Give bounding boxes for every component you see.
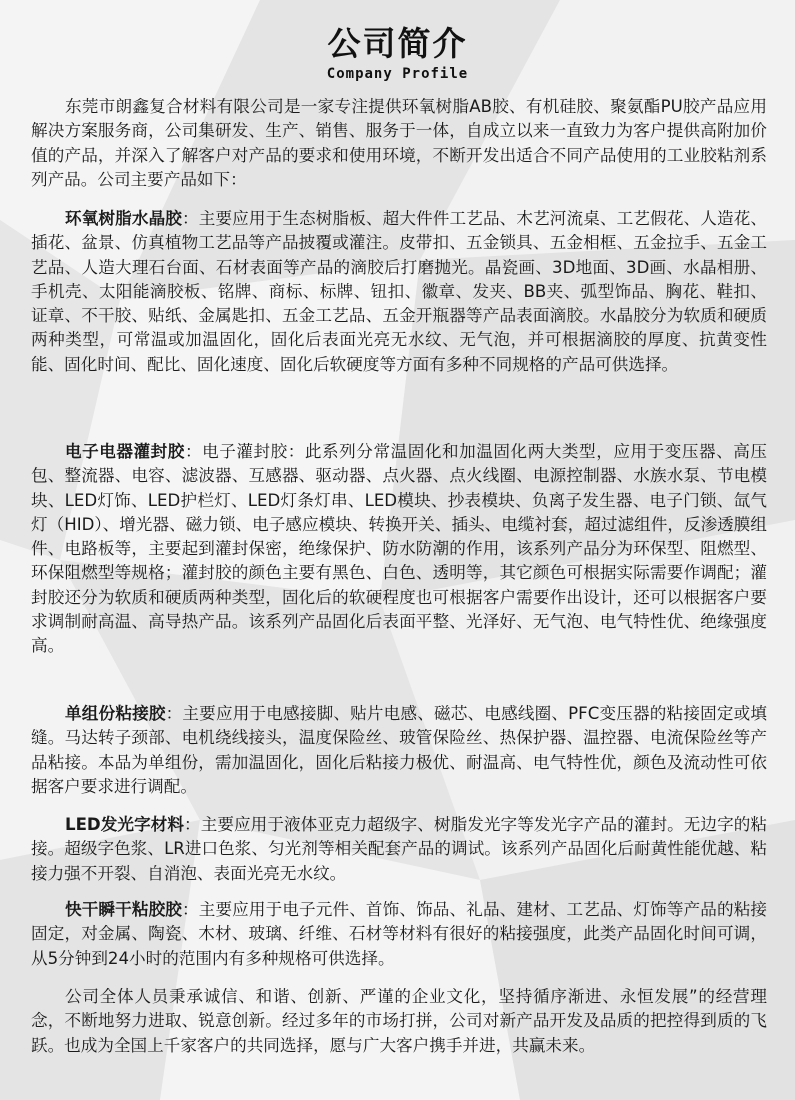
product-desc: ：电子灌封胶：此系列分常温固化和加温固化两大类型，应用于变压器、高压包、整流器、电容、滤波器、互感器、驱动器、点火器、点火线圈、电源控制器、水族水泵、节电模块、LED灯饰、LED护栏灯、LED灯条灯串、LED模块、抄表模块、负离子发生器、电子门锁、氙气灯（HID）、增光器、磁力锁、电子感应模块、转换开关、插头、电缆衬套，超过滤组件，反渗透膜组件、电路板等，主要起到灌封保密，绝缘保护、防水防潮的作用，该系列产品分为环保型、阻燃型、环保阻燃型等规格；灌封胶的颜色主要有黑色、白色、透明等，其它颜色可根据实际需要作调配；灌封胶还分为软质和硬质两种类型，固化后的软硬程度也可根据客户需要作出设计，还可以根据客户要求调制耐高温、高导热产品。该系列产品固化后表面平整、光泽好、无气泡、电气特性优、绝缘强度高。 [31,442,768,656]
page-subtitle: Company Profile [326,66,469,82]
product-name: 电子电器灌封胶 [65,442,185,461]
product-epoxy-crystal [31,207,767,377]
closing-text: 公司全体人员秉承诚信、和谐、创新、严谨的企业文化，坚持循序渐进、永恒发展”的经营理念，不断地努力进取、锐意创新。经过多年的市场打拼，公司对新产品开发及品质的把控得到质的飞跃。也成为全国上千家客户的共同选择，愿与广大客户携手并进，共赢未来。 [31,987,767,1055]
product-name: 单组份粘接胶 [65,704,166,723]
product-desc: ：主要应用于电感接脚、贴片电感、磁芯、电感线圈、PFC变压器的粘接固定或填缝。马达转子颈部、电机绕线接头，温度保险丝、玻管保险丝、热保护器、温控器、电流保险丝等产品粘接。本品为单组份，需加温固化，固化后粘接力极优、耐温高、电气特性优，颜色及流动性可依据客户要求进行调配。 [31,704,768,796]
product-led-letter-material [31,813,767,886]
product-electronic-potting [31,440,767,659]
product-desc: ：主要应用于电子元件、首饰、饰品、礼品、建材、工艺品、灯饰等产品的粘接固定，对金属、陶瓷、木材、玻璃、纤维、石材等材料有很好的粘接强度，此类产品固化时间可调，从5分钟到24小时的范围内有多种规格可供选择。 [31,900,768,968]
closing-paragraph [31,985,767,1058]
product-desc: ：主要应用于液体亚克力超级字、树脂发光字等发光字产品的灌封。无边字的粘接。超级字色浆、LR进口色浆、匀光剂等相关配套产品的调试。该系列产品固化后耐黄性能优越、粘接力强不开裂、自消泡、表面光亮无水纹。 [31,815,768,883]
product-quick-dry-adhesive [31,898,767,971]
product-name: 快干瞬干粘胶胶 [65,900,183,919]
product-name: 环氧树脂水晶胶 [65,209,183,228]
product-name: LED发光字材料 [65,815,185,834]
page-title: 公司简介 [327,24,468,63]
intro-text: 东莞市朗鑫复合材料有限公司是一家专注提供环氧树脂AB胶、有机硅胶、聚氨酯PU胶产品应用解决方案服务商，公司集研发、生产、销售、服务于一体，自成立以来一直致力为客户提供高附加价值的产品，并深入了解客户对产品的要求和使用环境，不断开发出适合不同产品使用的工业胶粘剂系列产品。公司主要产品如下： [31,97,767,189]
intro-paragraph [31,95,767,192]
product-single-component-adhesive [31,702,767,799]
product-desc: ：主要应用于生态树脂板、超大件件工艺品、木艺河流桌、工艺假花、人造花、插花、盆景、仿真植物工艺品等产品披覆或灌注。皮带扣、五金锁具、五金相框、五金拉手、五金工艺品、人造大理石台面、石材表面等产品的滴胶后打磨抛光。晶瓷画、3D地面、3D画、水晶相册、手机壳、太阳能滴胶板、铭牌、商标、标牌、钮扣、徽章、发夹、BB夹、弧型饰品、胸花、鞋扣、证章、不干胶、贴纸、金属匙扣、五金工艺品、五金开瓶器等产品表面滴胶。水晶胶分为软质和硬质两种类型，可常温或加温固化，固化后表面光亮无水纹、无气泡，并可根据滴胶的厚度、抗黄变性能、固化时间、配比、固化速度、固化后软硬度等方面有多种不同规格的产品可供选择。 [31,209,768,374]
